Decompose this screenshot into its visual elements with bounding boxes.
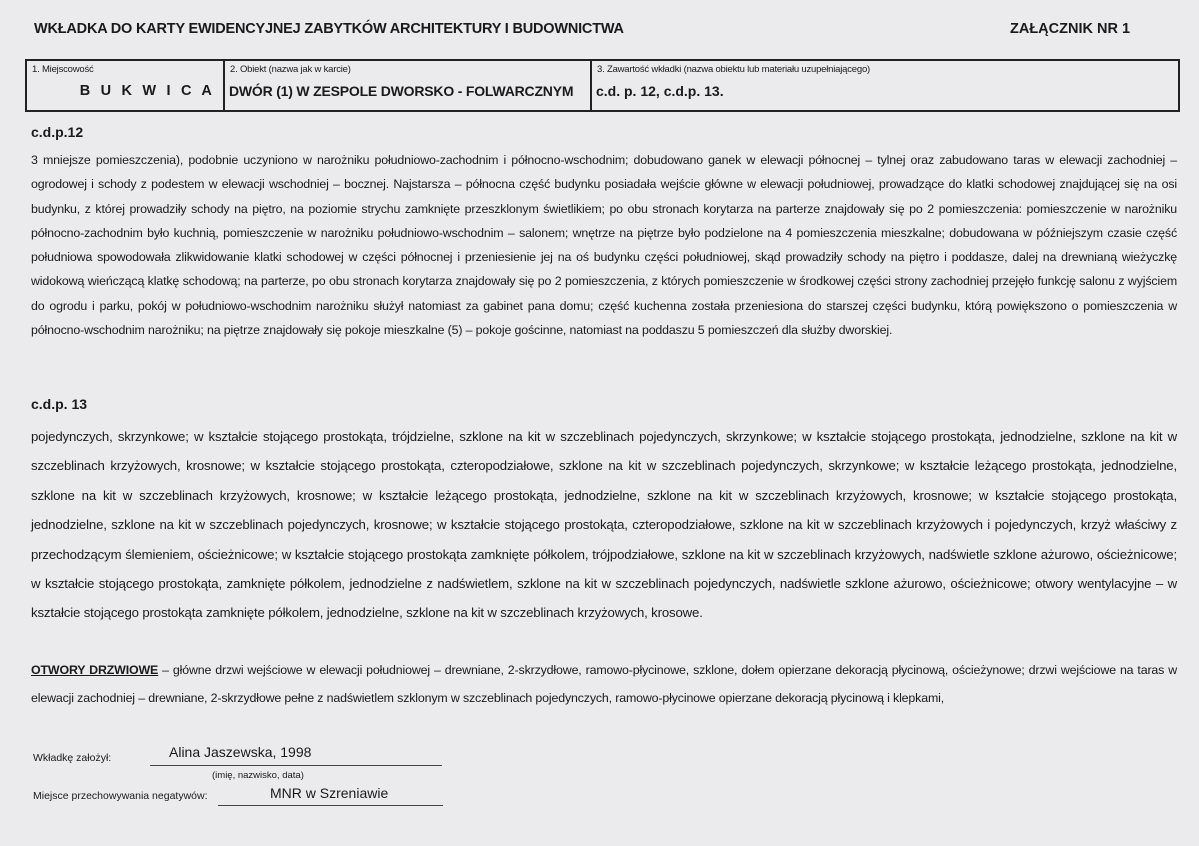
section-12-heading: c.d.p.12: [31, 124, 84, 140]
doors-heading: OTWORY DRZWIOWE: [31, 663, 159, 677]
author-hint: (imię, nazwisko, data): [212, 770, 304, 781]
content-label: 3. Zawartość wkładki (nazwa obiektu lub materiału uzupełniającego): [597, 64, 871, 75]
object-value: DWÓR (1) W ZESPOLE DWORSKO - FOLWARCZNYM: [229, 83, 574, 99]
header-fields-table: [25, 59, 1180, 112]
object-label: 2. Obiekt (nazwa jak w karcie): [230, 64, 351, 75]
content-cell: [592, 61, 1178, 110]
locality-label: 1. Miejscowość: [32, 64, 94, 75]
section-13-text: pojedynczych, skrzynkowe; w kształcie stojącego prostokąta, trójdzielne, szklone na kit w szczeblinach pojedynczych, skrzynkowe; w kształcie stojącego prostokąta, jednodzielne, szklone na kit w szczeblinach krzyżowych, krosnowe; w kształcie stojącego prostokąta, czteropodziałowe, szklone na kit w szczeblinach pojedynczych, skrzynkowe; w kształcie leżącego prostokąta, jednodzielne, szklone na kit w szczeblinach krzyżowych, krosnowe; w kształcie leżącego prostokąta, jednodzielne, szklone na kit w szczeblinach krzyżowych, krosnowe; w kształcie stojącego prostokąta, jednodzielne, szklone na kit w szczeblinach pojedynczych, krosnowe; w kształcie stojącego prostokąta, czteropodziałowe, szklone na kit w szczeblinach krzyżowych i pojedynczych, krzyż właściwy z przechodzącym ślemieniem, ościeżnicowe; w kształcie stojącego prostokąta zamknięte półkolem, trójpodziałowe, szklone na kit w szczeblinach krzyżowych, nadświetle szklone ażurowo, ościeżnicowe; w kształcie stojącego prostokąta, zamknięte półkolem, jednodzielne z nadświetlem, szklone na kit w szczeblinach pojedynczych, nadświetle szklone ażurowo, ościeżnicowe; otwory wentylacyjne – w kształcie stojącego prostokąta zamknięte półkolem, jednodzielne, szklone na kit w szczeblinach krzyżowych, krosowe.: [31, 429, 1177, 621]
negatives-label: Miejsce przechowywania negatywów:: [33, 790, 208, 802]
locality-value: B U K W I C A: [79, 83, 215, 99]
section-13-heading: c.d.p. 13: [31, 396, 88, 412]
locality-cell: [27, 61, 225, 110]
author-label: Wkładkę założył:: [33, 752, 112, 764]
object-cell: [225, 61, 592, 110]
negatives-value: MNR w Szreniawie: [218, 785, 443, 806]
annex-number: ZAŁĄCZNIK NR 1: [1010, 21, 1131, 37]
form-title: WKŁADKA DO KARTY EWIDENCYJNEJ ZABYTKÓW ARCHITEKTURY I BUDOWNICTWA: [34, 21, 624, 37]
author-value: Alina Jaszewska, 1998: [150, 744, 442, 766]
doors-text: – główne drzwi wejściowe w elewacji południowej – drewniane, 2-skrzydłowe, ramowo-płycinowe, szklone, dołem opierzane dekoracją płycinową, ościeżynowe; drzwi wejściowe na taras w elewacji zachodniej – drewniane, 2-skrzydłowe pełne z nadświetlem szklonym w szczeblinach pojedynczych, ramowo-płycinowe opierzane dekoracją płycinową i klepkami,: [31, 663, 1178, 705]
doors-paragraph: [31, 657, 1177, 712]
section-12-text: 3 mniejsze pomieszczenia), podobnie uczyniono w narożniku południowo-zachodnim i północno-wschodnim; dobudowano ganek w elewacji północnej – tylnej oraz zabudowano taras w elewacji zachodniej – ogrodowej i schody z podestem w elewacji wschodniej – bocznej. Najstarsza – północna część budynku posiadała wejście główne w elewacji południowej, prowadzące do klatki schodowej znajdującej się na osi budynku, z której prowadziły schody na piętro, na poziomie strychu zamknięte przeszklonym świetlikiem; po obu stronach korytarza na parterze znajdowały się po 2 pomieszczenia: pomieszczenie w narożniku północno-zachodnim było kuchnią, pomieszczenie w narożniku południowo-wschodnim – salonem; wnętrze na piętrze było podzielone na 4 pomieszczenia mieszkalne; dobudowana w późniejszym czasie część południowa spowodowała zlikwidowanie klatki schodowej w części północnej i przeniesienie jej na oś budynku części południowej, skąd prowadziły schody na piętro i poddasze, dalej na drewnianą wieżyczkę widokową wieńczącą klatkę schodową; na parterze, po obu stronach korytarza znajdowały się po 2 pomieszczenia, z których pomieszczenie w środkowej części strony zachodniej przejęło funkcję salonu z wyjściem do ogrodu i parku, pokój w południowo-wschodnim narożniku służył natomiast za gabinet pana domu; część kuchenna została przeniesiona do starszej części budynku, którą powiększono o pomieszczenia w północno-wschodnim narożniku; na piętrze znajdowały się pokoje mieszkalne (5) – pokoje gościnne, natomiast na poddaszu 5 pomieszczeń dla służby dworskiej.: [31, 153, 1177, 338]
content-value: c.d. p. 12, c.d.p. 13.: [596, 83, 724, 99]
